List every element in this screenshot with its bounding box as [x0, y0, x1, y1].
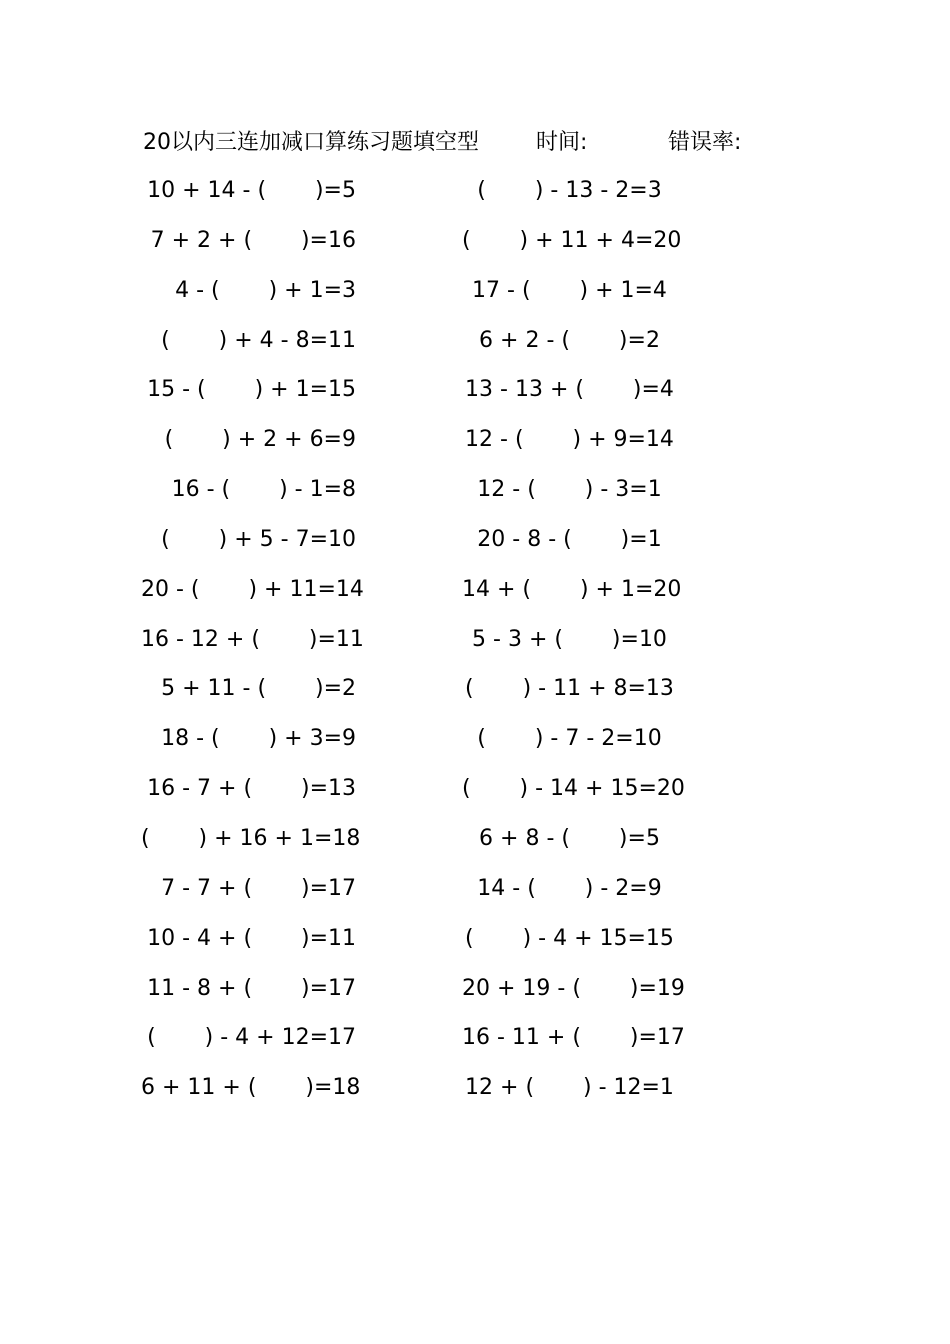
problem-row: 20 - ( ) + 11=14 [141, 576, 364, 602]
problem-row: ( ) + 5 - 7=10 [161, 526, 356, 552]
problem-row: 12 - ( ) - 3=1 [477, 477, 662, 503]
problem-row: 20 - 8 - ( )=1 [477, 526, 662, 552]
problem-row: 6 + 11 + ( )=18 [141, 1075, 361, 1101]
left-problem-column [141, 173, 364, 1120]
worksheet-title: 20以内三连加减口算练习题填空型 [143, 130, 479, 155]
problem-row: ( ) + 4 - 8=11 [161, 327, 356, 353]
problem-row: ( ) - 11 + 8=13 [465, 676, 674, 702]
problem-row: 10 + 14 - ( )=5 [147, 178, 356, 203]
problem-row: ( ) + 2 + 6=9 [164, 427, 356, 453]
time-label: 时间: [536, 130, 588, 155]
problem-row: 14 + ( ) + 1=20 [462, 576, 682, 602]
problem-row: 13 - 13 + ( )=4 [465, 377, 674, 403]
problem-row: ( ) - 7 - 2=10 [477, 726, 662, 752]
problem-row: 12 + ( ) - 12=1 [465, 1075, 674, 1101]
problem-row: ( ) - 4 + 12=17 [147, 1025, 356, 1051]
problem-row: 10 - 4 + ( )=11 [147, 925, 356, 951]
problem-row: 5 - 3 + ( )=10 [472, 626, 667, 652]
problem-row: 16 - 12 + ( )=11 [141, 626, 364, 652]
problem-row: 11 - 8 + ( )=17 [147, 975, 356, 1001]
problem-row: 7 + 2 + ( )=16 [150, 227, 356, 253]
problem-row: 14 - ( ) - 2=9 [477, 875, 662, 901]
problem-row: 15 - ( ) + 1=15 [147, 377, 356, 403]
problem-row: 6 + 8 - ( )=5 [479, 825, 660, 851]
problem-row: 18 - ( ) + 3=9 [161, 726, 356, 752]
right-problem-column [462, 173, 685, 1120]
error-rate-label: 错误率: [668, 130, 742, 155]
problem-row: ( ) - 14 + 15=20 [462, 776, 685, 802]
problem-row: ( ) - 13 - 2=3 [477, 178, 662, 203]
problem-row: ( ) + 11 + 4=20 [462, 227, 682, 253]
problem-row: 12 - ( ) + 9=14 [465, 427, 674, 453]
problem-row: 16 - ( ) - 1=8 [171, 477, 356, 503]
problem-row: 16 - 7 + ( )=13 [147, 776, 356, 802]
problem-row: 17 - ( ) + 1=4 [472, 277, 667, 303]
problem-row: 6 + 2 - ( )=2 [479, 327, 660, 353]
problem-row: 20 + 19 - ( )=19 [462, 975, 685, 1001]
problem-row: 16 - 11 + ( )=17 [462, 1025, 685, 1051]
problem-row: 5 + 11 - ( )=2 [161, 676, 356, 702]
problem-row: 7 - 7 + ( )=17 [161, 875, 356, 901]
problem-row: ( ) + 16 + 1=18 [141, 825, 361, 851]
problem-row: 4 - ( ) + 1=3 [175, 277, 356, 303]
problem-row: ( ) - 4 + 15=15 [465, 925, 674, 951]
